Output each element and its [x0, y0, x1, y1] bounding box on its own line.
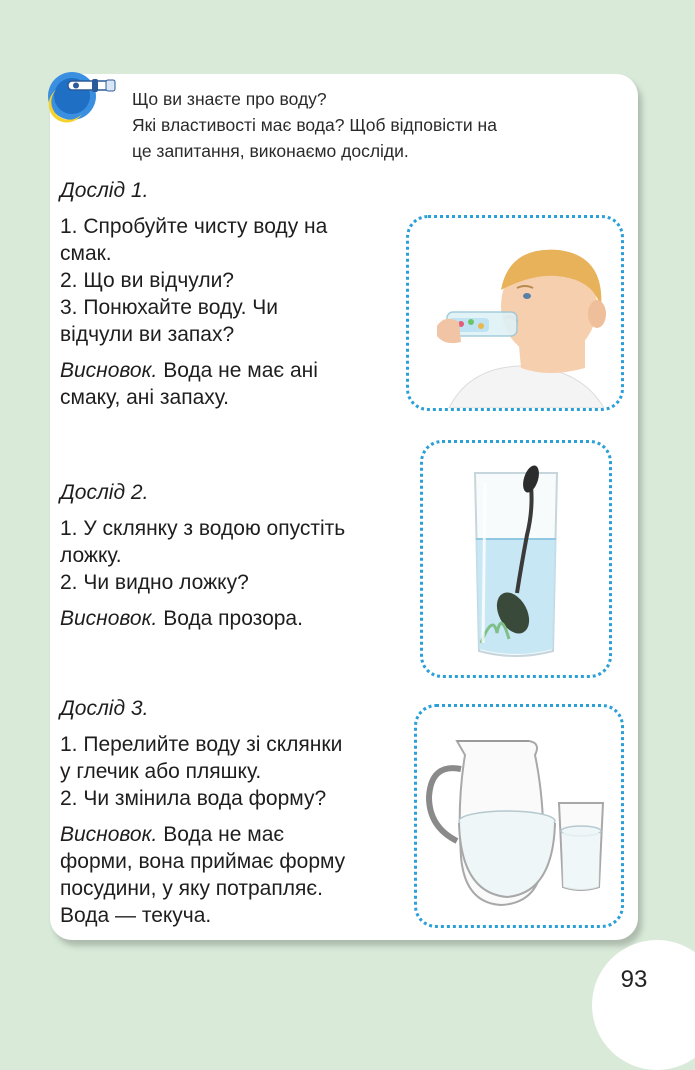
- experiment-2-illustration: [420, 440, 612, 678]
- conclusion-label: Висновок.: [60, 359, 158, 382]
- step-line: відчули ви запах?: [60, 323, 235, 346]
- conclusion: [60, 605, 345, 632]
- experiment-3: [60, 695, 345, 929]
- step-line: 2. Чи змінила вода форму?: [60, 787, 327, 810]
- conclusion-text: смаку, ані запаху.: [60, 386, 229, 409]
- glass-with-spoon-icon: [423, 443, 609, 675]
- step-line: 3. Понюхайте воду. Чи: [60, 296, 278, 319]
- experiment-3-illustration: [414, 704, 624, 928]
- step-line: 2. Чи видно ложку?: [60, 571, 249, 594]
- step-line: у глечик або пляшку.: [60, 760, 262, 783]
- experiment-heading: Дослід 2.: [60, 481, 149, 504]
- step-line: смак.: [60, 242, 112, 265]
- intro-line: Які властивості має вода? Щоб відповісти на: [132, 115, 497, 135]
- conclusion-text: Вода — текуча.: [60, 904, 212, 927]
- step-line: ложку.: [60, 544, 122, 567]
- conclusion-text: форми, вона приймає форму: [60, 850, 346, 873]
- conclusion-text: Вода не має ані: [157, 359, 318, 382]
- step-line: 1. Перелийте воду зі склянки: [60, 733, 343, 756]
- step-line: 1. У склянку з водою опустіть: [60, 517, 346, 540]
- experiment-2: [60, 479, 345, 632]
- step-line: 2. Що ви відчули?: [60, 269, 234, 292]
- experiment-heading: Дослід 3.: [60, 697, 149, 720]
- intro-line: це запитання, виконаємо досліди.: [132, 141, 409, 161]
- intro-text: [132, 86, 497, 164]
- intro-question: Що ви знаєте про воду?: [132, 89, 327, 109]
- experiment-heading: Дослід 1.: [60, 179, 149, 202]
- experiment-1-illustration: [406, 215, 624, 411]
- jug-and-glass-icon: [417, 707, 621, 925]
- step-line: 1. Спробуйте чисту воду на: [60, 215, 328, 238]
- conclusion-label: Висновок.: [60, 823, 158, 846]
- boy-drinking-icon: [409, 218, 621, 408]
- conclusion-text: Вода не має: [157, 823, 285, 846]
- conclusion: [60, 357, 327, 384]
- conclusion-text: посудини, у яку потрапляє.: [60, 877, 323, 900]
- telescope-icon: [42, 64, 122, 124]
- conclusion-text: Вода прозора.: [157, 607, 303, 630]
- page-number-circle: [592, 940, 695, 1070]
- page-number: 93: [620, 966, 648, 993]
- conclusion: [60, 821, 345, 848]
- conclusion-label: Висновок.: [60, 607, 158, 630]
- experiment-1: [60, 177, 327, 411]
